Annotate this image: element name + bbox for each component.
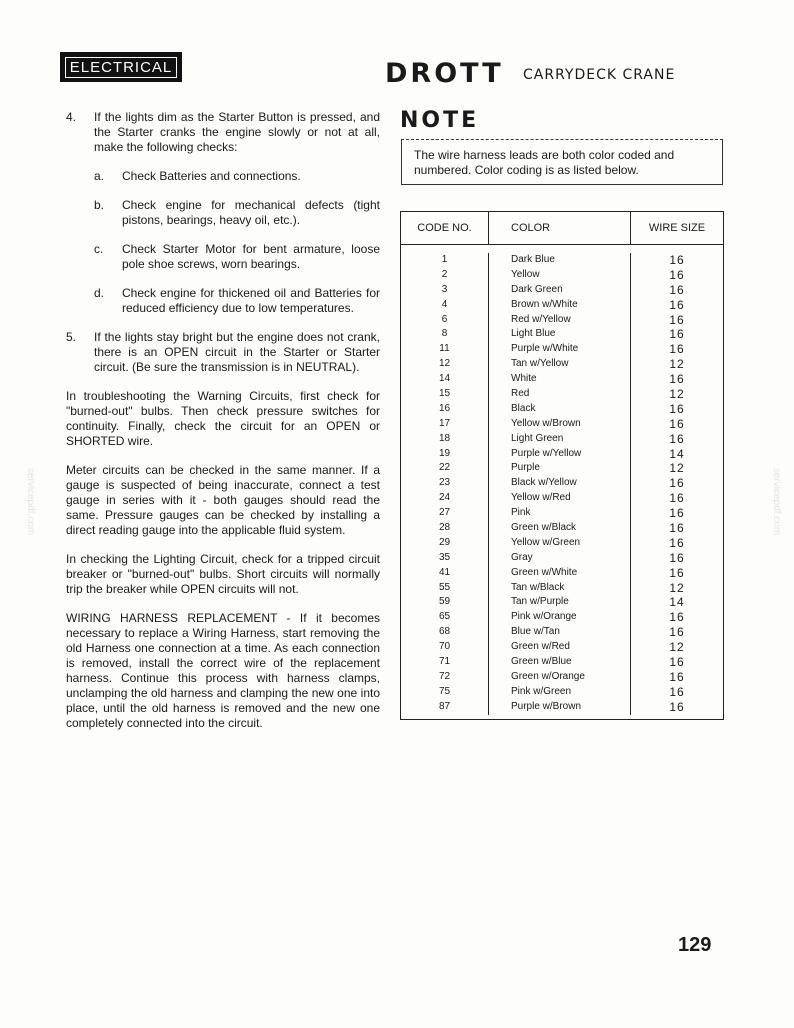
wire-size: 16 — [669, 312, 685, 327]
wire-color: Yellow — [511, 268, 540, 280]
paragraph-meter-circuits: Meter circuits can be checked in the same manner. If a gauge is suspected of being inaccurate, connect a test gauge in series with it - both gauges should read the same. Pressure gauges can be checked by installing a direct reading gauge into the applicable fluid system. — [66, 463, 380, 537]
sub-item-text: Check engine for thickened oil and Batteries for reduced efficiency due to low temperatures. — [122, 286, 380, 315]
wire-code: 68 — [438, 626, 451, 638]
wire-code: 4 — [441, 298, 448, 310]
wire-color: Purple — [511, 462, 540, 474]
wire-code: 17 — [438, 417, 451, 429]
wire-color: White — [511, 373, 537, 385]
sub-item-a — [94, 169, 380, 184]
sub-item-letter: d. — [94, 286, 105, 300]
code-column — [401, 253, 489, 715]
wire-code: 65 — [438, 611, 451, 623]
color-column — [489, 253, 631, 715]
wire-size: 16 — [669, 699, 685, 714]
wire-code: 75 — [438, 685, 451, 697]
wire-color-table — [400, 211, 724, 720]
wire-color: Pink w/Green — [511, 685, 572, 697]
wire-size: 16 — [669, 476, 685, 491]
table-header — [401, 212, 723, 245]
table-body — [401, 245, 723, 719]
wire-code: 27 — [438, 507, 451, 519]
wire-size: 16 — [669, 610, 685, 625]
wire-color: Yellow w/Green — [511, 536, 581, 548]
wire-color: Black w/Yellow — [511, 477, 577, 489]
sub-item-b — [94, 198, 380, 228]
brand-subtitle: CARRYDECK CRANE — [523, 67, 676, 83]
wire-code: 12 — [438, 358, 451, 370]
item-number: 4. — [66, 110, 77, 124]
wire-color: Yellow w/Brown — [511, 417, 581, 429]
wire-color: Purple w/Yellow — [511, 447, 582, 459]
wire-size: 16 — [669, 535, 685, 550]
wire-color: Pink — [511, 507, 531, 519]
wire-size: 16 — [669, 655, 685, 670]
brand-logo: DROTT — [385, 58, 504, 89]
sub-item-c — [94, 242, 380, 272]
instruction-item-4 — [66, 110, 380, 155]
wire-color: Red w/Yellow — [511, 313, 571, 325]
wire-size: 12 — [669, 640, 685, 655]
wire-color: Dark Green — [511, 283, 563, 295]
sub-item-text: Check Starter Motor for bent armature, loose pole shoe screws, worn bearings. — [122, 242, 380, 271]
wire-code: 18 — [438, 432, 451, 444]
wire-code: 1 — [441, 254, 448, 265]
wire-size: 16 — [669, 625, 685, 640]
sub-item-d — [94, 286, 380, 316]
wire-size: 16 — [669, 327, 685, 342]
wire-code: 28 — [438, 522, 451, 534]
wire-color: Tan w/Purple — [511, 596, 569, 608]
wire-code: 41 — [438, 566, 451, 578]
wire-color: Brown w/White — [511, 298, 578, 310]
sub-item-text: Check engine for mechanical defects (tight pistons, bearings, heavy oil, etc.). — [122, 198, 380, 227]
sub-item-letter: a. — [94, 169, 105, 183]
wire-color: Light Green — [511, 432, 564, 444]
wire-code: 70 — [438, 641, 451, 653]
wire-code: 55 — [438, 581, 451, 593]
note-box — [401, 139, 723, 185]
wire-code: 22 — [438, 462, 451, 474]
wire-color: Gray — [511, 551, 533, 563]
wire-size: 16 — [669, 506, 685, 521]
wire-code: 2 — [441, 268, 448, 280]
wire-size: 16 — [669, 416, 685, 431]
wire-color: Dark Blue — [511, 254, 555, 265]
wire-size: 16 — [669, 372, 685, 387]
wire-size: 16 — [669, 342, 685, 357]
sub-item-text: Check Batteries and connections. — [122, 169, 301, 183]
wire-color: Purple w/White — [511, 343, 579, 355]
wire-color: Blue w/Tan — [511, 626, 560, 638]
instructions-column — [66, 110, 380, 745]
wire-color: Green w/Blue — [511, 656, 572, 668]
header-size: WIRE SIZE — [648, 222, 706, 234]
wire-code: 6 — [441, 313, 448, 325]
wire-color: Purple w/Brown — [511, 700, 582, 712]
wire-size: 16 — [669, 521, 685, 536]
wire-size: 16 — [669, 282, 685, 297]
wire-size: 12 — [669, 387, 685, 402]
wire-size: 16 — [669, 550, 685, 565]
instruction-item-5 — [66, 330, 380, 375]
header-code: CODE NO. — [401, 212, 489, 244]
wire-size: 12 — [669, 580, 685, 595]
wire-code: 59 — [438, 596, 451, 608]
paragraph-harness-replacement: WIRING HARNESS REPLACEMENT - If it becomes necessary to replace a Wiring Harness, start removing the old Harness one connection at a time. As each connection is removed, install the correct wire of the replacement harness. Continue this process with harness clamps, unclamping the old harness and clamping the new one into place, until the old harness is removed and the new one completely connected into the circuit. — [66, 611, 380, 730]
wire-size: 12 — [669, 357, 685, 372]
wire-code: 24 — [438, 492, 451, 504]
wire-size: 14 — [669, 595, 685, 610]
size-column — [631, 253, 723, 715]
wire-code: 35 — [438, 551, 451, 563]
section-label: ELECTRICAL — [65, 57, 178, 78]
wire-color: Tan w/Yellow — [511, 358, 569, 370]
wire-color: Green w/Red — [511, 641, 570, 653]
wire-color: Green w/Black — [511, 522, 577, 534]
wire-color: Yellow w/Red — [511, 492, 571, 504]
wire-code: 3 — [441, 283, 448, 295]
wire-code: 29 — [438, 536, 451, 548]
wire-size: 16 — [669, 253, 685, 267]
wire-size: 12 — [669, 461, 685, 476]
wire-size: 16 — [669, 684, 685, 699]
wire-size: 16 — [669, 297, 685, 312]
note-heading: NOTE — [400, 108, 480, 133]
wire-code: 14 — [438, 373, 451, 385]
note-text: The wire harness leads are both color coded and numbered. Color coding is as listed below. — [414, 148, 675, 177]
item-text: If the lights dim as the Starter Button is pressed, and the Starter cranks the engine slowly or not at all, make the following checks: — [94, 110, 380, 154]
wire-code: 16 — [438, 402, 451, 414]
watermark-left: servicepdf.com — [25, 468, 36, 536]
wire-size: 16 — [669, 267, 685, 282]
sub-item-letter: c. — [94, 242, 104, 256]
sub-item-letter: b. — [94, 198, 105, 212]
wire-size: 16 — [669, 401, 685, 416]
wire-size: 16 — [669, 669, 685, 684]
watermark-right: servicepdf.com — [771, 468, 782, 536]
wire-code: 19 — [438, 447, 451, 459]
wire-code: 8 — [441, 328, 448, 340]
item-number: 5. — [66, 330, 77, 344]
header-color: COLOR — [489, 212, 631, 244]
wire-color: Light Blue — [511, 328, 556, 340]
wire-size: 14 — [669, 446, 685, 461]
wire-color: Black — [511, 402, 536, 414]
wire-code: 15 — [438, 388, 451, 400]
wire-size: 16 — [669, 491, 685, 506]
wire-code: 72 — [438, 670, 451, 682]
wire-size: 16 — [669, 565, 685, 580]
wire-color: Green w/Orange — [511, 670, 585, 682]
wire-size: 16 — [669, 431, 685, 446]
wire-color: Green w/White — [511, 566, 578, 578]
paragraph-warning-circuits: In troubleshooting the Warning Circuits, first check for "burned-out" bulbs. Then check pressure switches for continuity. Finally, check the circuit for an OPEN or SHORTED wire. — [66, 389, 380, 448]
wire-code: 87 — [438, 700, 451, 712]
item-text: If the lights stay bright but the engine does not crank, there is an OPEN circuit in the Starter or Starter circuit. (Be sure the transmission is in NEUTRAL). — [94, 330, 380, 374]
wire-color: Tan w/Black — [511, 581, 565, 593]
paragraph-lighting-circuit: In checking the Lighting Circuit, check for a tripped circuit breaker or "burned-out" bulbs. Short circuits will normally trip the breaker while OPEN circuits will not. — [66, 552, 380, 596]
wire-color: Red — [511, 388, 530, 400]
wire-code: 71 — [438, 656, 451, 668]
wire-color: Pink w/Orange — [511, 611, 577, 623]
wire-code: 23 — [438, 477, 451, 489]
wire-code: 11 — [439, 343, 450, 355]
page-number: 129 — [678, 934, 712, 956]
section-tag — [60, 52, 182, 82]
